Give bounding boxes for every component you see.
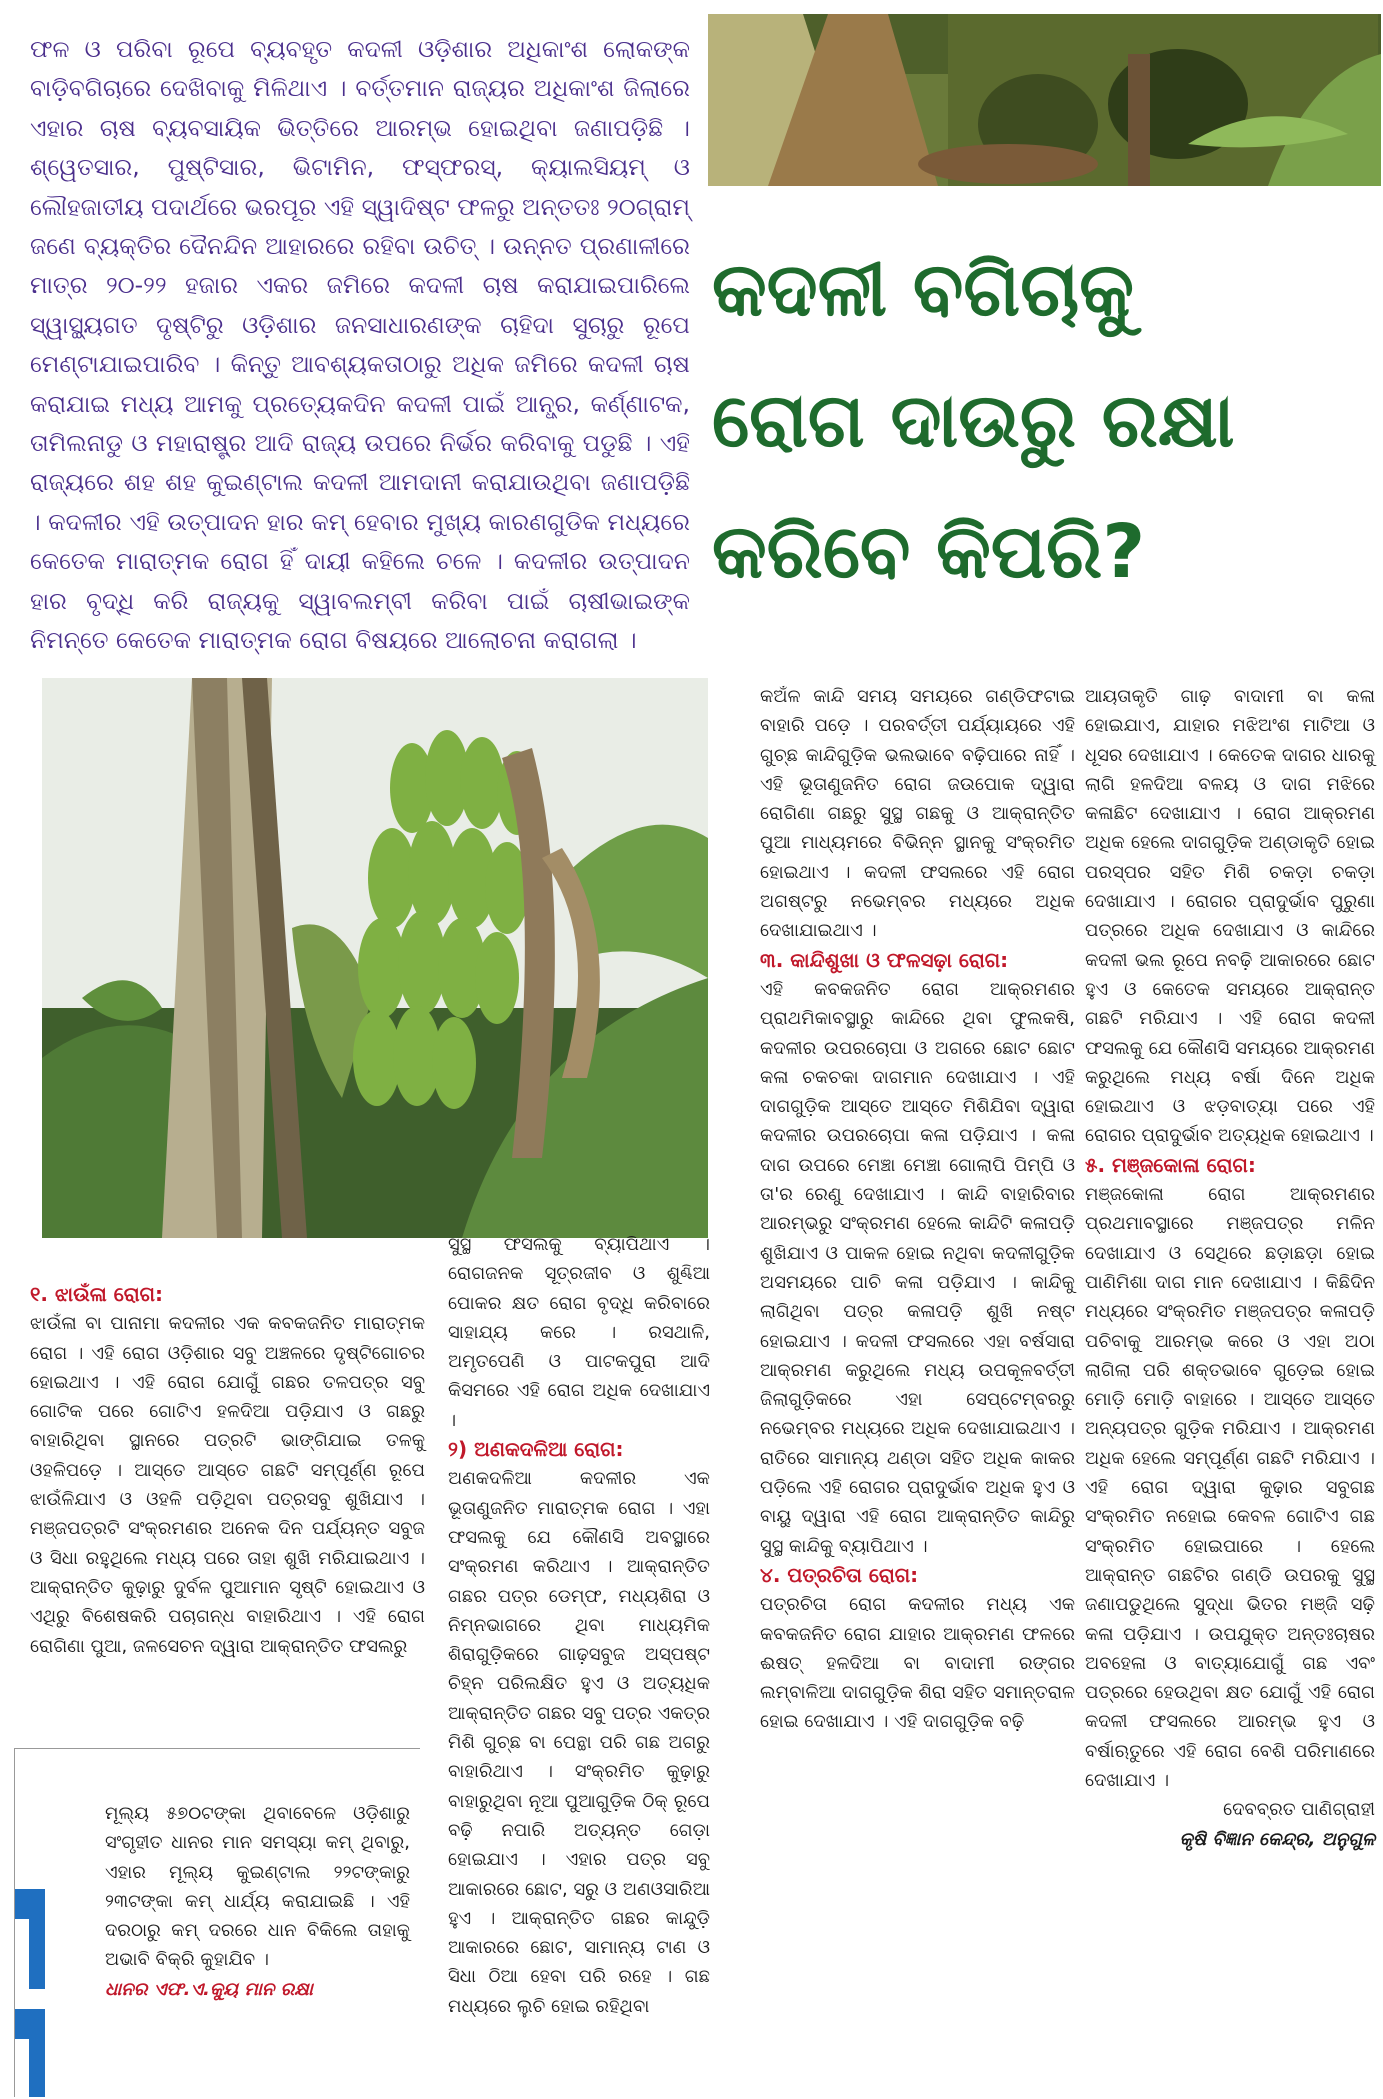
section-4-body: ପତ୍ରଚିତା ରୋଗ କଦଳୀର ମଧ୍ୟ ଏକ କବକଜନିତ ରୋଗ ଯାହାର ଆକ୍ରମଣ ଫଳରେ ଈଷତ୍ ହଳଦିଆ ବା ବାଦାମୀ ରଙ୍ଗର ଲମ୍ବାଳିଆ ଦାଗଗୁଡ଼ିକ ଶିରା ସହିତ ସମାନ୍ତରାଳ ହୋଇ ଦେଖାଯାଏ । ଏହି ଦାଗଗୁଡ଼ିକ ବଢ଼ି (760, 1594, 1075, 1733)
column-1 (30, 1280, 425, 1661)
banana-bunch-photo (42, 678, 708, 1238)
adjacent-article-footer: ଧାନର ଏଫ.ଏ.କ୍ୟୁ ମାନ ରକ୍ଷା (105, 1978, 313, 2000)
section-4-continued: ଆୟତାକୃତି ଗାଢ଼ ବାଦାମୀ ବା କଳା ହୋଇଯାଏ, ଯାହାର ମଝିଅଂଶ ମାଟିଆ ଓ ଧୂସର ଦେଖାଯାଏ । କେତେକ ଦାଗର ଧାରକୁ ଲାଗି ହଳଦିଆ ବଳୟ ଓ ଦାଗ ମଝିରେ କଳାଛିଟ ଦେଖାଯାଏ । ରୋଗ ଆକ୍ରମଣ ଅଧିକ ହେଲେ ଦାଗଗୁଡ଼ିକ ଅଣ୍ଡାକୃତି ହୋଇ ପରସ୍ପର ସହିତ ମିଶି ଚକଡ଼ା ଚକଡ଼ା ଦେଖାଯାଏ । ରୋଗର ପ୍ରାଦୁର୍ଭାବ ପୁରୁଣା ପତ୍ରରେ ଅଧିକ ଦେଖାଯାଏ ଓ କାନ୍ଦିରେ କଦଳୀ ଭଲ ରୂପେ ନବଢ଼ି ଆକାରରେ ଛୋଟ ହୁଏ ଓ କେତେକ ସମୟରେ ଆକ୍ରାନ୍ତ ଗଛଟି ମରିଯାଏ । ଏହି ରୋଗ କଦଳୀ ଫସଲକୁ ଯେ କୌଣସି ସମୟରେ ଆକ୍ରମଣ କରୁଥିଲେ ମଧ୍ୟ ବର୍ଷା ଦିନେ ଅଧିକ ହୋଇଥାଏ ଓ ଝଡ଼ବାତ୍ୟା ପରେ ଏହି ରୋଗର ପ୍ରାଦୁର୍ଭାବ ଅତ୍ୟଧିକ ହୋଇଥାଏ । (1085, 686, 1375, 1147)
section-1-continued: ସୁସ୍ଥ ଫସଲକୁ ବ୍ୟାପିଥାଏ । ରୋଗଜନକ ସୂତ୍ରଜୀବ ଓ ଶୁଣ୍ଢିଆ ପୋକର କ୍ଷତ ରୋଗ ବୃଦ୍ଧି କରିବାରେ ସାହାଯ୍ୟ କରେ । ରସଥାଳି, ଅମୃତପେଣି ଓ ପାଟକପୁରା ଆଦି କିସମରେ ଏହି ରୋଗ ଅଧିକ ଦେଖାଯାଏ । (448, 1234, 710, 1431)
author-affiliation: କୃଷି ବିଜ୍ଞାନ କେନ୍ଦ୍ର, ଅନୁଗୁଳ (1179, 1828, 1375, 1850)
column-2 (448, 1230, 710, 2021)
headline-line-2: ରୋଗ ଦାଉରୁ ରକ୍ଷା (712, 378, 1235, 464)
section-2-heading: ୨) ଅଣକଦଳିଆ ରୋଗ: (448, 1437, 624, 1462)
blue-tab-marker (15, 1879, 59, 1999)
banana-field-photo (708, 14, 1381, 186)
section-2-body: ଅଣକଦଳିଆ କଦଳୀର ଏକ ଭୂତାଣୁଜନିତ ମାରାତ୍ମକ ରୋଗ । ଏହା ଫସଲକୁ ଯେ କୌଣସି ଅବସ୍ଥାରେ ସଂକ୍ରମଣ କରିଥାଏ । ଆକ୍ରାନ୍ତିତ ଗଛର ପତ୍ର ଡେମ୍ଫ, ମଧ୍ୟଶିରା ଓ ନିମ୍ନଭାଗରେ ଥିବା ମାଧ୍ୟମିକ ଶିରାଗୁଡ଼ିକରେ ଗାଢ଼ସବୁଜ ଅସ୍ପଷ୍ଟ ଚିହ୍ନ ପରିଲକ୍ଷିତ ହୁଏ ଓ ଅତ୍ୟଧିକ ଆକ୍ରାନ୍ତିତ ଗଛର ସବୁ ପତ୍ର ଏକତ୍ର ମିଶି ଗୁଚ୍ଛ ବା ପେନ୍ଥା ପରି ଗଛ ଅଗରୁ ବାହାରିଥାଏ । ସଂକ୍ରମିତ କୁଢ଼ାରୁ ବାହାରୁଥିବା ନୂଆ ପୁଆଗୁଡ଼ିକ ଠିକ୍ ରୂପେ ବଢ଼ି ନପାରି ଅତ୍ୟନ୍ତ ଗେଡ଼ା ହୋଇଯାଏ । ଏହାର ପତ୍ର ସବୁ ଆକାରରେ ଛୋଟ, ସରୁ ଓ ଅଣଓସାରିଆ ହୁଏ । ଆକ୍ରାନ୍ତିତ ଗଛର କାନ୍ଦୁଡ଼ି ଆକାରରେ ଛୋଟ, ସାମାନ୍ୟ ଟାଣ ଓ ସିଧା ଠିଆ ହେବା ପରି ରହେ । ଗଛ ମଧ୍ୟରେ ଲୁଚି ହୋଇ ରହିଥିବା (448, 1468, 710, 2017)
adjacent-article-text: ମୂଲ୍ୟ ୫୭୦ଟଙ୍କା ଥିବାବେଳେ ଓଡ଼ିଶାରୁ ସଂଗୃହୀତ ଧାନର ମାନ ସମସ୍ୟା କମ୍ ଥିବାରୁ, ଏହାର ମୂଲ୍ୟ କୁଇଣ୍ଟାଲ ୨୨ଟଙ୍କାରୁ ୨୩ଟଙ୍କା କମ୍ ଧାର୍ଯ୍ୟ କରାଯାଇଛି । ଏହି ଦରଠାରୁ କମ୍ ଦରରେ ଧାନ ବିକିଲେ ତାହାକୁ ଅଭାବି ବିକ୍ରି କୁହାଯିବ । (105, 1803, 410, 1971)
section-5-body: ମଞ୍ଜକୋଳା ରୋଗ ଆକ୍ରମଣର ପ୍ରଥମାବସ୍ଥାରେ ମଞ୍ଜପତ୍ର ମଳିନ ଦେଖାଯାଏ ଓ ସେଥିରେ ଛଡ଼ାଛଡ଼ା ହୋଇ ପାଣିମିଶା ଦାଗ ମାନ ଦେଖାଯାଏ । କିଛିଦିନ ମଧ୍ୟରେ ସଂକ୍ରମିତ ମଞ୍ଜପତ୍ର କଳାପଡ଼ି ପଚିବାକୁ ଆରମ୍ଭ କରେ ଓ ଏହା ଅଠା ଲାଗିଲା ପରି ଶକ୍ତଭାବେ ଗୁଡ଼େଇ ହୋଇ ମୋଡ଼ି ମୋଡ଼ି ବାହାରେ । ଆସ୍ତେ ଆସ୍ତେ ଅନ୍ୟପତ୍ର ଗୁଡ଼ିକ ମରିଯାଏ । ଆକ୍ରମଣ ଅଧିକ ହେଲେ ସମ୍ପୂର୍ଣ୍ଣ ଗଛଟି ମରିଯାଏ । ଏହି ରୋଗ ଦ୍ୱାରା କୁଢ଼ାର ସବୁଗଛ ସଂକ୍ରମିତ ନହୋଇ କେବଳ ଗୋଟିଏ ଗଛ ସଂକ୍ରମିତ ହୋଇପାରେ । ହେଲେ ଆକ୍ରାନ୍ତ ଗଛଟିର ଗଣ୍ଡି ଉପରକୁ ସୁସ୍ଥ ଜଣାପଡୁଥିଲେ ସୁଦ୍ଧା ଭିତର ମଞ୍ଜି ସଢ଼ି କଳା ପଡ଼ିଯାଏ । ଉପଯୁକ୍ତ ଅନ୍ତଃଚାଷର ଅବହେଳା ଓ ବାତ୍ୟାଯୋଗୁଁ ଗଛ ଏବଂ ପତ୍ରରେ ହେଉଥିବା କ୍ଷତ ଯୋଗୁଁ ଏହି ରୋଗ କଦଳୀ ଫସଲରେ ଆରମ୍ଭ ହୁଏ ଓ ବର୍ଷାଋତୁରେ ଏହି ରୋଗ ବେଶି ପରିମାଣରେ ଦେଖାଯାଏ । (1085, 1184, 1375, 1791)
section-3-heading: ୩. କାନ୍ଦିଶୁଖା ଓ ଫଳସଢ଼ା ରୋଗ: (760, 947, 1009, 972)
headline-line-1: କଦଳୀ ବଗିଚାକୁ (712, 247, 1134, 333)
section-1-heading: ୧. ଝାଉଁଳା ରୋଗ: (30, 1282, 164, 1306)
headline (712, 225, 1372, 618)
intro-paragraph: ଫଳ ଓ ପରିବା ରୂପେ ବ୍ୟବହୃତ କଦଳୀ ଓଡ଼ିଶାର ଅଧିକାଂଶ ଲୋକଙ୍କ ବାଡ଼ିବଗିଚାରେ ଦେଖିବାକୁ ମିଳିଥାଏ । ବର୍ତ୍ତମାନ ରାଜ୍ୟର ଅଧିକାଂଶ ଜିଲାରେ ଏହାର ଚାଷ ବ୍ୟବସାୟିକ ଭିତ୍ତିରେ ଆରମ୍ଭ ହୋଇଥିବା ଜଣାପଡ଼ିଛି । ଶ୍ୱେତସାର, ପୁଷ୍ଟିସାର, ଭିଟାମିନ, ଫସ୍‌ଫରସ୍, କ୍ୟାଲସିୟମ୍ ଓ ଲୌହଜାତୀୟ ପଦାର୍ଥରେ ଭରପୂର ଏହି ସ୍ୱାଦିଷ୍ଟ ଫଳରୁ ଅନ୍ତତଃ ୨୦ଗ୍ରାମ୍ ଜଣେ ବ୍ୟକ୍ତିର ଦୈନନ୍ଦିନ ଆହାରରେ ରହିବା ଉଚିତ୍ । ଉନ୍ନତ ପ୍ରଣାଳୀରେ ମାତ୍ର ୨୦-୨୨ ହଜାର ଏକର ଜମିରେ କଦଳୀ ଚାଷ କରାଯାଇପାରିଲେ ସ୍ୱାସ୍ଥ୍ୟଗତ ଦୃଷ୍ଟିରୁ ଓଡ଼ିଶାର ଜନସାଧାରଣଙ୍କ ଚାହିଦା ସୁଚାରୁ ରୂପେ ମେଣ୍ଟାଯାଇପାରିବ । କିନ୍ତୁ ଆବଶ୍ୟକତାଠାରୁ ଅଧିକ ଜମିରେ କଦଳୀ ଚାଷ କରାଯାଇ ମଧ୍ୟ ଆମକୁ ପ୍ରତ୍ୟେକଦିନ କଦଳୀ ପାଇଁ ଆନ୍ଧ୍ର, କର୍ଣ୍ଣାଟକ, ତାମିଲନାଡୁ ଓ ମହାରାଷ୍ଟ୍ର ଆଦି ରାଜ୍ୟ ଉପରେ ନିର୍ଭର କରିବାକୁ ପଡୁଛି । ଏହି ରାଜ୍ୟରେ ଶହ ଶହ କୁଇଣ୍ଟାଲ କଦଳୀ ଆମଦାନୀ କରାଯାଉଥିବା ଜଣାପଡ଼ିଛି । କଦଳୀର ଏହି ଉତ୍ପାଦନ ହାର କମ୍ ହେବାର ମୁଖ୍ୟ କାରଣଗୁଡିକ ମଧ୍ୟରେ କେତେକ ମାରାତ୍ମକ ରୋଗ ହିଁ ଦାୟୀ କହିଲେ ଚଳେ । କଦଳୀର ଉତ୍ପାଦନ ହାର ବୃଦ୍ଧି କରି ରାଜ୍ୟକୁ ସ୍ୱାବଲମ୍ବୀ କରିବା ପାଇଁ ଚାଷୀଭାଇଙ୍କ ନିମନ୍ତେ କେତେକ ମାରାତ୍ମକ ରୋଗ ବିଷୟରେ ଆଲୋଚନା କରାଗଲା । (30, 35, 690, 655)
blue-tab-marker (15, 1999, 59, 2097)
section-1-body: ଝାଉଁଳା ବା ପାନାମା କଦଳୀର ଏକ କବକଜନିତ ମାରାତ୍ମକ ରୋଗ । ଏହି ରୋଗ ଓଡ଼ିଶାର ସବୁ ଅଞ୍ଚଳରେ ଦୃଷ୍ଟିଗୋଚର ହୋଇଥାଏ । ଏହି ରୋଗ ଯୋଗୁଁ ଗଛର ତଳପତ୍ର ସବୁ ଗୋଟିକ ପରେ ଗୋଟିଏ ହଳଦିଆ ପଡ଼ିଯାଏ ଓ ଗଛରୁ ବାହାରିଥିବା ସ୍ଥାନରେ ପତ୍ରଟି ଭାଙ୍ଗିଯାଇ ତଳକୁ ଓହଳିପଡ଼େ । ଆସ୍ତେ ଆସ୍ତେ ଗଛଟି ସମ୍ପୂର୍ଣ୍ଣ ରୂପେ ଝାଉଁଳିଯାଏ ଓ ଓହଳି ପଡ଼ିଥିବା ପତ୍ରସବୁ ଶୁଖିଯାଏ । ମଞ୍ଜପତ୍ରଟି ସଂକ୍ରମଣର ଅନେକ ଦିନ ପର୍ଯ୍ୟନ୍ତ ସବୁଜ ଓ ସିଧା ରହୁଥିଲେ ମଧ୍ୟ ପରେ ତାହା ଶୁଖି ମରିଯାଇଥାଏ । ଆକ୍ରାନ୍ତିତ କୁଢ଼ାରୁ ଦୁର୍ବଳ ପୁଆମାନ ସୃଷ୍ଟି ହୋଇଥାଏ ଓ ଏଥିରୁ ବିଶେଷକରି ପଚାଗନ୍ଧ ବାହାରିଥାଏ । ଏହି ରୋଗ ରୋଗିଣା ପୁଆ, ଜଳସେଚନ ଦ୍ୱାରା ଆକ୍ରାନ୍ତିତ ଫସଲରୁ (30, 1313, 425, 1657)
section-2-continued: କଅଁଳ କାନ୍ଦି ସମୟ ସମୟରେ ଗଣ୍ଡିଫଟାଇ ବାହାରି ପଡ଼େ । ପରବର୍ତ୍ତୀ ପର୍ଯ୍ୟାୟରେ ଏହି ଗୁଚ୍ଛ କାନ୍ଦିଗୁଡ଼ିକ ଭଲଭାବେ ବଢ଼ିପାରେ ନାହିଁ । ଏହି ଭୂତାଣୁଜନିତ ରୋଗ ଜଉପୋକ ଦ୍ୱାରା ରୋଗିଣା ଗଛରୁ ସୁସ୍ଥ ଗଛକୁ ଓ ଆକ୍ରାନ୍ତିତ ପୁଆ ମାଧ୍ୟମରେ ବିଭିନ୍ନ ସ୍ଥାନକୁ ସଂକ୍ରମିତ ହୋଇଥାଏ । କଦଳୀ ଫସଲରେ ଏହି ରୋଗ ଅଗଷ୍ଟରୁ ନଭେମ୍ବର ମଧ୍ୟରେ ଅଧିକ ଦେଖାଯାଇଥାଏ । (760, 686, 1075, 942)
column-4 (1085, 682, 1375, 1854)
section-5-heading: ୫. ମଞ୍ଜକୋଳା ରୋଗ: (1085, 1152, 1256, 1177)
column-3 (760, 682, 1075, 1737)
section-3-body: ଏହି କବକଜନିତ ରୋଗ ଆକ୍ରମଣର ପ୍ରାଥମିକାବସ୍ଥାରୁ କାନ୍ଦିରେ ଥିବା ଫୁଲକଷି, କଦଳୀର ଉପରଚୋପା ଓ ଅଗରେ ଛୋଟ ଛୋଟ କଳା ଚକଚକା ଦାଗମାନ ଦେଖାଯାଏ । ଏହି ଦାଗଗୁଡ଼ିକ ଆସ୍ତେ ଆସ୍ତେ ମିଶିଯିବା ଦ୍ୱାରା କଦଳୀର ଉପରଚୋପା କଳା ପଡ଼ିଯାଏ । କଳା ଦାଗ ଉପରେ ମେଞ୍ଚା ମେଞ୍ଚା ଗୋଲାପି ପିମ୍ପି ଓ ତା'ର ରେଣୁ ଦେଖାଯାଏ । କାନ୍ଦି ବାହାରିବାର ଆରମ୍ଭରୁ ସଂକ୍ରମଣ ହେଲେ କାନ୍ଦିଟି କଳାପଡ଼ି ଶୁଖିଯାଏ ଓ ପାକଳ ହୋଇ ନଥିବା କଦଳୀଗୁଡ଼ିକ ଅସମୟରେ ପାଚି କଳା ପଡ଼ିଯାଏ । କାନ୍ଦିକୁ ଲାଗିଥିବା ପତ୍ର କଳାପଡ଼ି ଶୁଖି ନଷ୍ଟ ହୋଇଯାଏ । କଦଳୀ ଫସଲରେ ଏହା ବର୍ଷସାରା ଆକ୍ରମଣ କରୁଥିଲେ ମଧ୍ୟ ଉପକୂଳବର୍ତ୍ତୀ ଜିଲାଗୁଡ଼ିକରେ ଏହା ସେପ୍ଟେମ୍ବରରୁ ନଭେମ୍ବର ମଧ୍ୟରେ ଅଧିକ ଦେଖାଯାଇଥାଏ । ରାତିରେ ସାମାନ୍ୟ ଥଣ୍ଡା ସହିତ ଅଧିକ କାକର ପଡ଼ିଲେ ଏହି ରୋଗର ପ୍ରାଦୁର୍ଭାବ ଅଧିକ ହୁଏ ଓ ବାୟୁ ଦ୍ୱାରା ଏହି ରୋଗ ଆକ୍ରାନ୍ତିତ କାନ୍ଦିରୁ ସୁସ୍ଥ କାନ୍ଦିକୁ ବ୍ୟାପିଥାଏ । (760, 978, 1075, 1557)
author-name: ଦେବବ୍ରତ ପାଣିଗ୍ରାହୀ (1223, 1799, 1375, 1821)
adjacent-article-box (14, 1748, 420, 2097)
headline-line-3: କରିବେ କିପରି? (712, 509, 1146, 595)
section-4-heading: ୪. ପତ୍ରଚିତା ରୋଗ: (760, 1562, 919, 1587)
